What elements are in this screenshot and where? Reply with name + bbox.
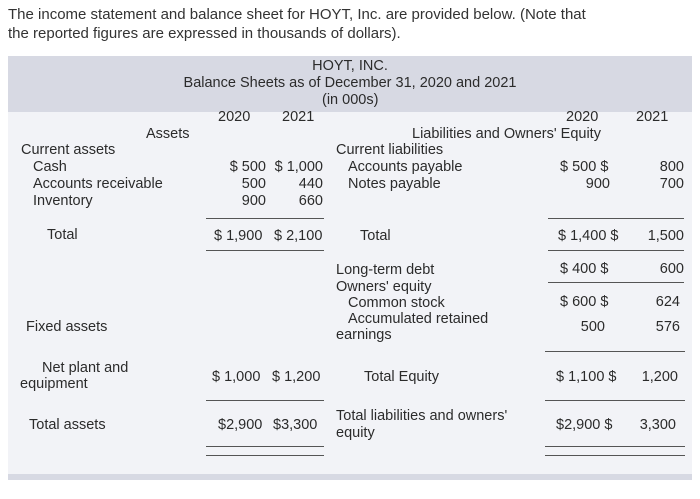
- ap-2021: 800: [659, 159, 684, 175]
- total-assets-label: Total assets: [29, 417, 106, 433]
- total-le-rule-1: [545, 446, 685, 447]
- notes-label: Notes payable: [348, 176, 441, 192]
- total-le-rule-2: [545, 455, 685, 456]
- common-stock-label: Common stock: [348, 295, 445, 311]
- inventory-2021: 660: [298, 193, 323, 209]
- current-assets-total-2021: $ 2,100: [274, 228, 323, 244]
- total-equity-2021: 1,200: [641, 369, 678, 385]
- units-note: (in 000s): [322, 92, 379, 108]
- table-footer-band: [8, 474, 692, 480]
- company-name: HOYT, INC.: [312, 58, 388, 74]
- assets-total-rule: [206, 250, 324, 251]
- net-plant-label-1: Net plant and: [42, 360, 129, 376]
- owners-equity-label: Owners' equity: [336, 279, 432, 295]
- total-equity-rule: [545, 400, 685, 401]
- liab-subtotal-rule: [548, 218, 684, 219]
- common-stock-2021: 624: [655, 294, 680, 310]
- intro-line-1: The income statement and balance sheet for HOYT, Inc. are provided below. (Note that: [8, 6, 586, 23]
- total-le-label-2: equity: [336, 425, 375, 441]
- current-assets-label: Current assets: [21, 142, 116, 158]
- equity-subtotal-rule: [545, 351, 685, 352]
- assets-year-2021: 2021: [282, 109, 315, 125]
- net-plant-label-2: equipment: [20, 376, 88, 392]
- ar-2021: 440: [298, 176, 323, 192]
- fixed-assets-rule: [206, 400, 324, 401]
- ltd-label: Long-term debt: [336, 262, 435, 278]
- assets-subtotal-rule: [206, 218, 324, 219]
- sheet-title: Balance Sheets as of December 31, 2020 and 2021: [183, 75, 517, 91]
- assets-year-2020: 2020: [218, 109, 251, 125]
- liab-year-2020: 2020: [566, 109, 599, 125]
- ltd-rule: [548, 282, 684, 283]
- ltd-2020: $ 400 $: [560, 261, 609, 277]
- cash-label: Cash: [33, 159, 67, 175]
- inventory-2020: 900: [241, 193, 266, 209]
- total-le-2021: 3,300: [639, 417, 676, 433]
- intro-line-2: the reported figures are expressed in thousands of dollars).: [8, 25, 401, 42]
- assets-heading: Assets: [146, 126, 190, 142]
- liab-total-rule: [548, 250, 684, 251]
- retained-earnings-2021: 576: [655, 319, 680, 335]
- cash-2021: $ 1,000: [274, 159, 323, 175]
- current-liabilities-total-label: Total: [360, 228, 391, 244]
- cash-2020: $ 500: [229, 159, 266, 175]
- notes-2021: 700: [659, 176, 684, 192]
- total-equity-label: Total Equity: [364, 369, 439, 385]
- total-equity-2020: $ 1,100 $: [556, 369, 617, 385]
- ap-2020: $ 500 $: [560, 159, 609, 175]
- retained-earnings-label-1: Accumulated retained: [348, 311, 489, 327]
- total-assets-2021: $3,300: [273, 417, 318, 433]
- net-plant-2021: $ 1,200: [272, 369, 321, 385]
- total-assets-2020: $2,900: [218, 417, 263, 433]
- intro-text: [8, 5, 586, 43]
- ltd-2021: 600: [659, 261, 684, 277]
- current-liabilities-total-2020: $ 1,400 $: [558, 228, 619, 244]
- retained-earnings-2020: 500: [580, 319, 605, 335]
- ap-label: Accounts payable: [348, 159, 463, 175]
- liab-year-2021: 2021: [636, 109, 669, 125]
- inventory-label: Inventory: [33, 193, 93, 209]
- notes-2020: 900: [585, 176, 610, 192]
- total-le-2020: $2,900 $: [556, 417, 613, 433]
- total-assets-rule-2: [206, 455, 324, 456]
- net-plant-2020: $ 1,000: [212, 369, 261, 385]
- current-liabilities-label: Current liabilities: [336, 142, 444, 158]
- fixed-assets-label: Fixed assets: [26, 319, 108, 335]
- retained-earnings-label-2: earnings: [336, 327, 392, 343]
- current-assets-total-label: Total: [47, 227, 78, 243]
- total-assets-rule-1: [206, 446, 324, 447]
- liabilities-heading: Liabilities and Owners' Equity: [412, 126, 601, 142]
- current-assets-total-2020: $ 1,900: [214, 228, 263, 244]
- ar-2020: 500: [241, 176, 266, 192]
- current-liabilities-total-2021: 1,500: [647, 228, 684, 244]
- common-stock-2020: $ 600 $: [560, 294, 609, 310]
- ar-label: Accounts receivable: [33, 176, 163, 192]
- total-le-label-1: Total liabilities and owners': [336, 408, 508, 424]
